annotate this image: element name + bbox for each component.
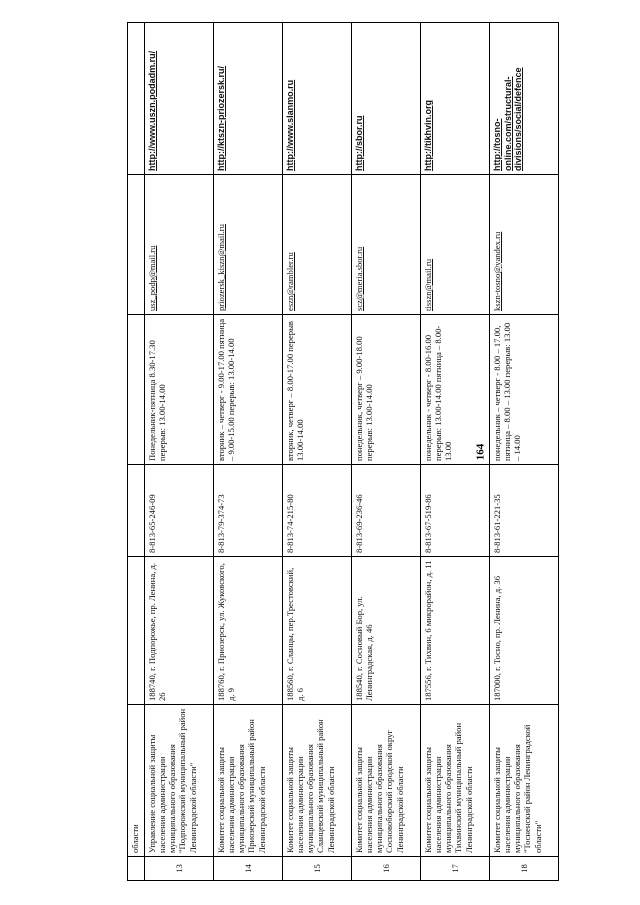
hours-cell-cell	[145, 315, 214, 465]
phone-cell-cell	[421, 465, 490, 557]
address-cell: 188540, г. Сосновый Бор, ул. Ленинградская, д. 46	[354, 596, 375, 701]
row-number: 15	[311, 864, 322, 873]
website-link-cell	[421, 23, 490, 175]
row-number: 16	[380, 864, 391, 873]
website-link-cell	[490, 23, 559, 175]
hours-cell: вторник, четверг – 8.00-17.00 перерыв 13.00-14.00	[285, 321, 306, 461]
organization-name: Комитет социальной защиты населения администрации муниципального образования "Тосненский район Ленинградской области"	[492, 724, 543, 853]
phone-cell: 8-813-74-215-80	[285, 494, 295, 553]
address-cell-cell	[352, 557, 421, 705]
email-link[interactable]: usz_podp@mail.ru	[147, 245, 157, 311]
phone-cell-cell	[352, 465, 421, 557]
row-number: 13	[173, 864, 184, 873]
organization-name-cell	[145, 705, 214, 857]
organization-name: Управление социальной защиты населения администрации муниципального образования "Подпорожский муниципальный район Ленинградской области"	[147, 708, 198, 853]
address-cell-cell	[421, 557, 490, 705]
organization-name-cell	[421, 705, 490, 857]
page-number: 164	[474, 443, 487, 461]
phone-cell-cell	[283, 465, 352, 557]
organization-name-cell	[283, 705, 352, 857]
row-number-cell	[283, 857, 352, 881]
address-cell: 187556, г. Тихвин, 6 микрорайон, д. 11	[423, 560, 433, 701]
hours-cell-cell	[352, 315, 421, 465]
rotated-table-area	[105, 23, 543, 881]
website-link-cell	[214, 23, 283, 175]
table-row	[145, 23, 214, 881]
website-link[interactable]: http://tikhvin.org	[423, 100, 433, 171]
address-cell-cell	[145, 557, 214, 705]
table-row	[490, 23, 559, 881]
address-cell: 187000, г. Тосно, пр. Ленина, д. 36	[492, 576, 502, 701]
email-link-cell	[421, 175, 490, 315]
email-link-cell	[145, 175, 214, 315]
hours-cell-cell	[283, 315, 352, 465]
organization-name: Комитет социальной защиты населения администрации муниципального образования Сосновоборский городской округ Ленинградской области	[354, 730, 405, 853]
row-number-cell	[352, 857, 421, 881]
phone-cell: 8-813-69-236-46	[354, 494, 364, 553]
email-link[interactable]: tisszn@mail.ru	[423, 258, 433, 311]
header-cell: области	[128, 705, 145, 857]
organization-name: Комитет социальной защиты населения администрации муниципального образования Приозерский муниципальный район Ленинградской области	[216, 719, 267, 853]
website-link[interactable]: http://www.slanmo.ru	[285, 79, 295, 171]
email-link[interactable]: kszn-tosno@yandex.ru	[492, 231, 502, 311]
phone-cell-cell	[145, 465, 214, 557]
hours-cell-cell	[214, 315, 283, 465]
email-link[interactable]: priozersk_kiszn@mail.ru	[216, 224, 226, 311]
address-cell-cell	[214, 557, 283, 705]
organization-name-cell	[490, 705, 559, 857]
hours-cell: вторник – четверг - 9.00-17.00 пятница – 9.00-15.00 перерыв: 13.00-14.00	[216, 318, 237, 461]
address-cell: 188760, г. Приозерск, ул. Жуковского, д. 9	[216, 563, 237, 701]
address-cell: 188740, г. Подпорожье, пр. Ленина, д. 26	[147, 562, 168, 701]
email-link[interactable]: sсz@meria.sbor.ru	[354, 246, 364, 311]
contacts-table	[127, 22, 559, 881]
row-number-cell	[214, 857, 283, 881]
organization-name: Комитет социальной защиты населения администрации муниципального образования Сланцевский муниципальный район Ленинградской области	[285, 719, 336, 853]
website-link-cell	[145, 23, 214, 175]
row-number-cell	[421, 857, 490, 881]
row-number: 14	[242, 864, 253, 873]
hours-cell-cell	[490, 315, 559, 465]
table-row	[352, 23, 421, 881]
hours-cell: понедельник, четверг – 9.00-18.00 перерыв: 13.00-14.00	[354, 336, 375, 461]
row-number-cell	[145, 857, 214, 881]
website-link[interactable]: http://sbor.ru	[354, 115, 364, 171]
phone-cell-cell	[214, 465, 283, 557]
email-link-cell	[214, 175, 283, 315]
hours-cell: понедельник - четверг - 8.00-16.00 перерыв: 13.00-14.00 пятница – 8.00-13.00	[423, 325, 454, 461]
organization-name-cell	[214, 705, 283, 857]
website-link[interactable]: http://www.uszn.podadm.ru/	[147, 50, 157, 171]
email-link-cell	[490, 175, 559, 315]
website-link-cell	[352, 23, 421, 175]
organization-name-cell	[352, 705, 421, 857]
hours-cell-cell	[421, 315, 490, 465]
address-cell: 188560, г. Сланцы, пер.Трестовский, д. 6	[285, 567, 306, 701]
hours-cell: Понедельник-пятница 8.30-17.30 перерыв: 13.00-14.00	[147, 340, 168, 461]
table-header-row	[128, 23, 145, 881]
organization-name: Комитет социальной защиты населения администрации муниципального образования Тихвинский муниципальный район Ленинградской области	[423, 722, 474, 853]
email-link[interactable]: eszn@rambler.ru	[285, 252, 295, 311]
phone-cell: 8-813-79-374-73	[216, 494, 226, 553]
phone-cell-cell	[490, 465, 559, 557]
table-row	[283, 23, 352, 881]
hours-cell: понедельник – четверг - 8.00 – 17.00, пятница – 8.00 – 13.00 перерыв: 13.00 – 14.00	[492, 322, 523, 461]
website-link[interactable]: http://tosno-online.com/structural-divisions/social/defence	[492, 67, 524, 171]
row-number: 18	[518, 864, 529, 873]
email-link-cell	[283, 175, 352, 315]
table-row	[214, 23, 283, 881]
address-cell-cell	[283, 557, 352, 705]
phone-cell: 8-813-65-246-09	[147, 494, 157, 553]
email-link-cell	[352, 175, 421, 315]
website-link[interactable]: http://ktszn-priozersk.ru/	[216, 65, 226, 171]
row-number: 17	[449, 864, 460, 873]
phone-cell: 8-813-61-221-35	[492, 494, 502, 553]
website-link-cell	[283, 23, 352, 175]
phone-cell: 8-813-67-519-86	[423, 494, 433, 553]
address-cell-cell	[490, 557, 559, 705]
row-number-cell	[490, 857, 559, 881]
